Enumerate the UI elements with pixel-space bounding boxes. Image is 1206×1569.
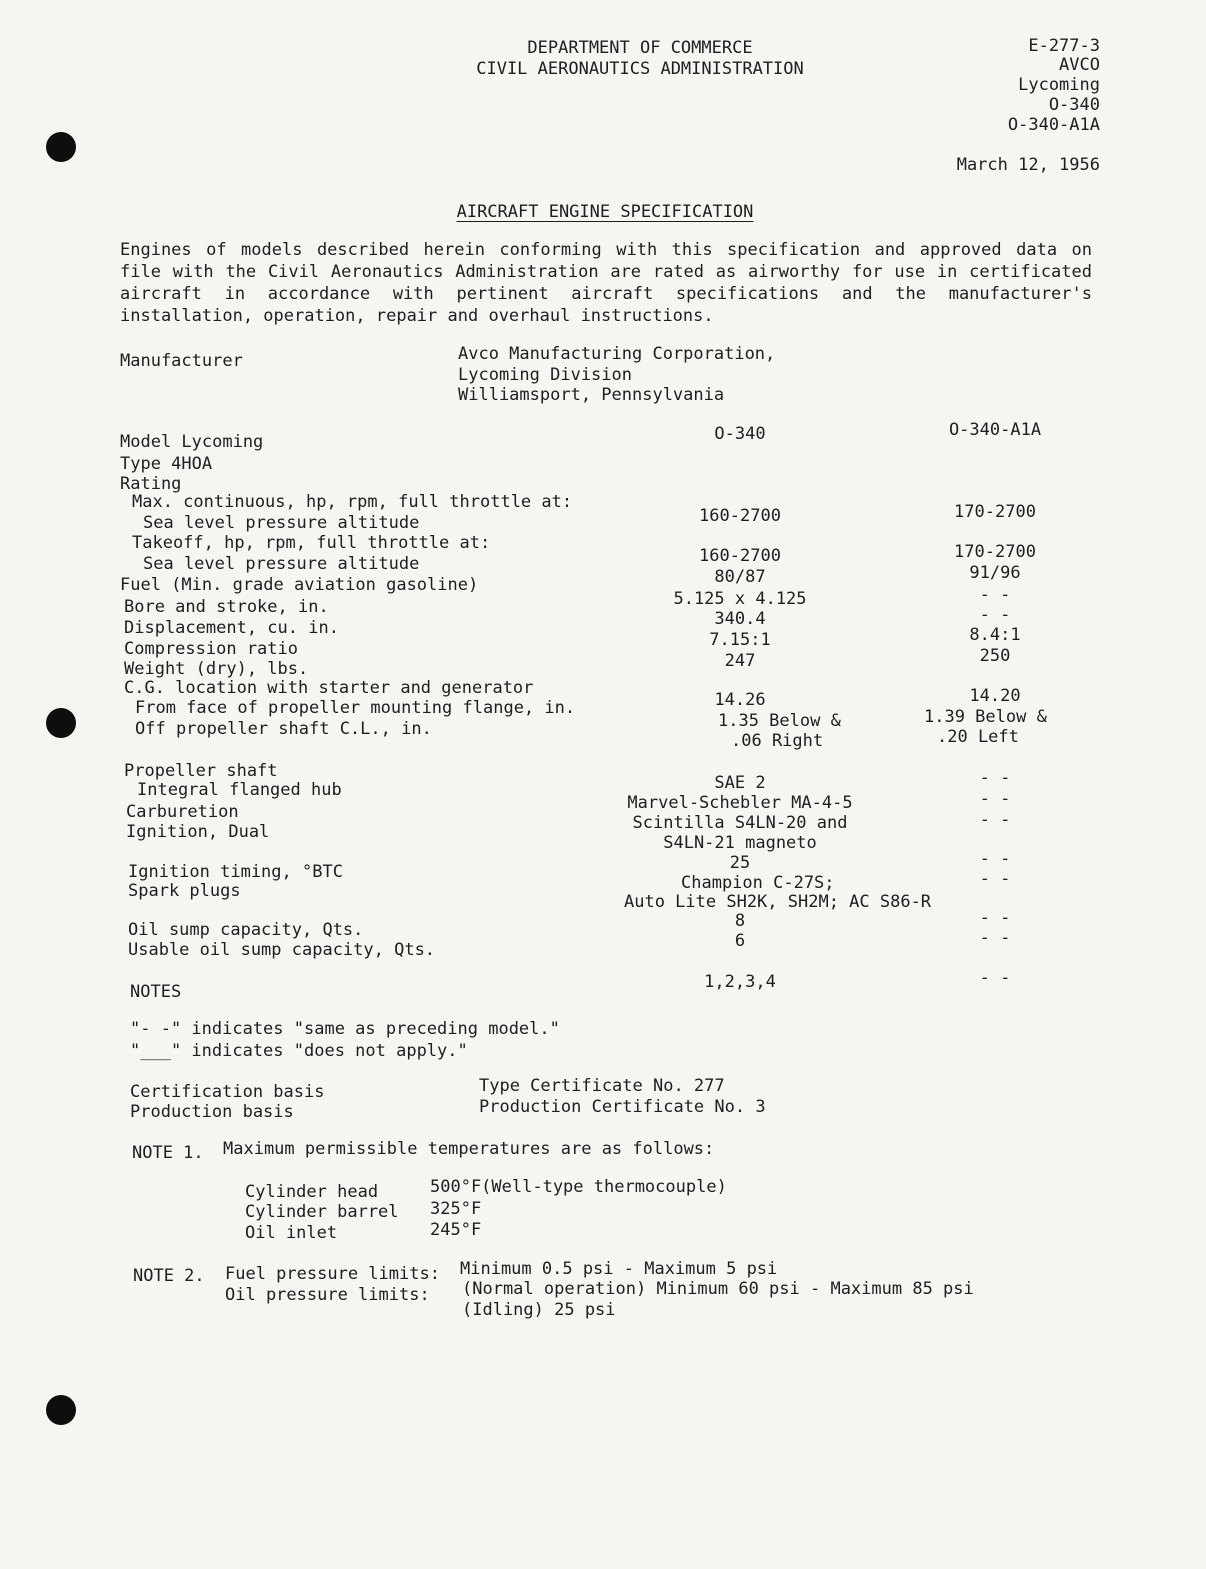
model-label: Model Lycoming (120, 432, 264, 452)
spark-plugs-o340-line2: Auto Lite SH2K, SH2M; AC S86-R (624, 892, 932, 912)
header-model-1: O-340 (1048, 95, 1100, 115)
oil-sump-label: Oil sump capacity, Qts. (128, 920, 364, 940)
oil-inlet-label: Oil inlet (245, 1223, 338, 1243)
oil-pressure-label: Oil pressure limits: (225, 1285, 430, 1305)
sea-level-2-label: Sea level pressure altitude (143, 554, 420, 574)
manufacturer-label: Manufacturer (120, 351, 243, 371)
certification-basis-value: Type Certificate No. 277 (479, 1076, 725, 1096)
maker-avco: AVCO (1059, 55, 1100, 75)
weight-o340: 247 (724, 651, 756, 671)
type-label: Type 4HOA (120, 454, 213, 474)
notes-o340: 1,2,3,4 (704, 972, 776, 992)
displacement-o340-a1a: - - (979, 605, 1011, 625)
sea-level-2-o340: 160-2700 (699, 546, 781, 566)
spark-plugs-o340-line1: Champion C-27S; (681, 873, 835, 893)
ignition-timing-label: Ignition timing, °BTC (128, 862, 343, 882)
propeller-shaft-label: Propeller shaft (124, 761, 278, 781)
sea-level-1-label: Sea level pressure altitude (143, 513, 420, 533)
manufacturer-line2: Lycoming Division (458, 365, 632, 385)
ignition-o340-line1: Scintilla S4LN-20 and (632, 813, 848, 833)
compression-label: Compression ratio (124, 639, 298, 659)
sea-level-1-o340-a1a: 170-2700 (954, 502, 1036, 522)
ignition-timing-o340-a1a: - - (979, 849, 1011, 869)
displacement-label: Displacement, cu. in. (124, 618, 339, 638)
intro-paragraph: Engines of models described herein conforming with this specification and approved data on file with the Civil Aeronautics Administration are rated as airworthy for use in certificated aircraft in accordance with pertinent aircraft specifications and the manufacturer's installation, operation, repair and overhaul instructions. (120, 240, 1092, 326)
bore-stroke-o340-a1a: - - (979, 585, 1011, 605)
bore-stroke-o340: 5.125 x 4.125 (673, 589, 807, 609)
sea-level-2-o340-a1a: 170-2700 (954, 542, 1036, 562)
binder-hole-middle (46, 708, 76, 738)
takeoff-label: Takeoff, hp, rpm, full throttle at: (132, 533, 491, 553)
compression-o340-a1a: 8.4:1 (969, 625, 1021, 645)
weight-label: Weight (dry), lbs. (124, 659, 309, 679)
ignition-label: Ignition, Dual (126, 822, 270, 842)
binder-hole-top (46, 132, 76, 162)
cylinder-barrel-label: Cylinder barrel (245, 1202, 399, 1222)
department-line2: CIVIL AERONAUTICS ADMINISTRATION (476, 59, 804, 79)
notes-label: NOTES (130, 982, 182, 1002)
oil-inlet-value: 245°F (430, 1220, 482, 1240)
production-basis-value: Production Certificate No. 3 (479, 1097, 766, 1117)
carburetion-o340: Marvel-Schebler MA-4-5 (627, 793, 853, 813)
cg-face-o340: 14.26 (714, 690, 766, 710)
hub-o340: SAE 2 (714, 773, 766, 793)
bore-stroke-label: Bore and stroke, in. (124, 597, 329, 617)
certification-basis-label: Certification basis (130, 1082, 325, 1102)
legend-does-not-apply: "___" indicates "does not apply." (130, 1041, 468, 1061)
fuel-o340-a1a: 91/96 (969, 563, 1021, 583)
department-line1: DEPARTMENT OF COMMERCE (527, 38, 753, 58)
fuel-pressure-value: Minimum 0.5 psi - Maximum 5 psi (460, 1259, 778, 1279)
weight-o340-a1a: 250 (979, 646, 1011, 666)
ignition-timing-o340: 25 (729, 853, 751, 873)
hub-o340-a1a: - - (979, 768, 1011, 788)
cg-off-o340-line1: 1.35 Below & (718, 711, 841, 731)
fuel-pressure-label: Fuel pressure limits: (225, 1264, 440, 1284)
production-basis-label: Production basis (130, 1102, 294, 1122)
compression-o340: 7.15:1 (709, 630, 771, 650)
usable-oil-label: Usable oil sump capacity, Qts. (128, 940, 436, 960)
spark-plugs-label: Spark plugs (128, 881, 241, 901)
binder-hole-bottom (46, 1395, 76, 1425)
cylinder-head-label: Cylinder head (245, 1182, 379, 1202)
cg-off-label: Off propeller shaft C.L., in. (135, 719, 432, 739)
cylinder-barrel-value: 325°F (430, 1199, 482, 1219)
column-header-o340-a1a: O-340-A1A (948, 420, 1042, 440)
legend-same-as: "- -" indicates "same as preceding model." (130, 1019, 560, 1039)
note2-label: NOTE 2. (133, 1266, 205, 1286)
rating-label: Rating (120, 474, 182, 494)
cg-location-label: C.G. location with starter and generator (124, 678, 534, 698)
oil-pressure-value-normal: (Normal operation) Minimum 60 psi - Maximum 85 psi (462, 1279, 974, 1299)
integral-hub-label: Integral flanged hub (137, 780, 342, 800)
note1-text: Maximum permissible temperatures are as follows: (223, 1139, 715, 1159)
sea-level-1-o340: 160-2700 (699, 506, 781, 526)
ignition-o340-line2: S4LN-21 magneto (663, 833, 817, 853)
cg-off-o340-a1a-line2: .20 Left (937, 727, 1019, 747)
cg-face-o340-a1a: 14.20 (969, 686, 1021, 706)
ignition-o340-a1a: - - (979, 810, 1011, 830)
manufacturer-line1: Avco Manufacturing Corporation, (458, 344, 776, 364)
note1-label: NOTE 1. (132, 1143, 204, 1163)
maker-lycoming: Lycoming (1018, 75, 1100, 95)
document-title: AIRCRAFT ENGINE SPECIFICATION (456, 202, 754, 222)
fuel-label: Fuel (Min. grade aviation gasoline) (120, 575, 479, 595)
oil-sump-o340-a1a: - - (979, 908, 1011, 928)
cg-off-o340-line2: .06 Right (731, 731, 824, 751)
cylinder-head-value: 500°F(Well-type thermocouple) (430, 1177, 727, 1197)
oil-pressure-value-idling: (Idling) 25 psi (462, 1300, 616, 1320)
usable-oil-o340: 6 (734, 931, 746, 951)
spark-plugs-o340-a1a: - - (979, 869, 1011, 889)
notes-o340-a1a: - - (979, 968, 1011, 988)
manufacturer-line3: Williamsport, Pennsylvania (458, 385, 725, 405)
header-model-2: O-340-A1A (1007, 115, 1100, 135)
usable-oil-o340-a1a: - - (979, 928, 1011, 948)
carburetion-label: Carburetion (126, 802, 239, 822)
max-continuous-label: Max. continuous, hp, rpm, full throttle at: (132, 492, 573, 512)
fuel-o340: 80/87 (714, 567, 766, 587)
cg-face-label: From face of propeller mounting flange, in. (135, 698, 576, 718)
spec-number: E-277-3 (1028, 36, 1100, 56)
column-header-o340: O-340 (714, 424, 766, 444)
document-date: March 12, 1956 (956, 155, 1100, 175)
cg-off-o340-a1a-line1: 1.39 Below & (924, 707, 1047, 727)
displacement-o340: 340.4 (714, 609, 766, 629)
carburetion-o340-a1a: - - (979, 789, 1011, 809)
oil-sump-o340: 8 (734, 911, 746, 931)
